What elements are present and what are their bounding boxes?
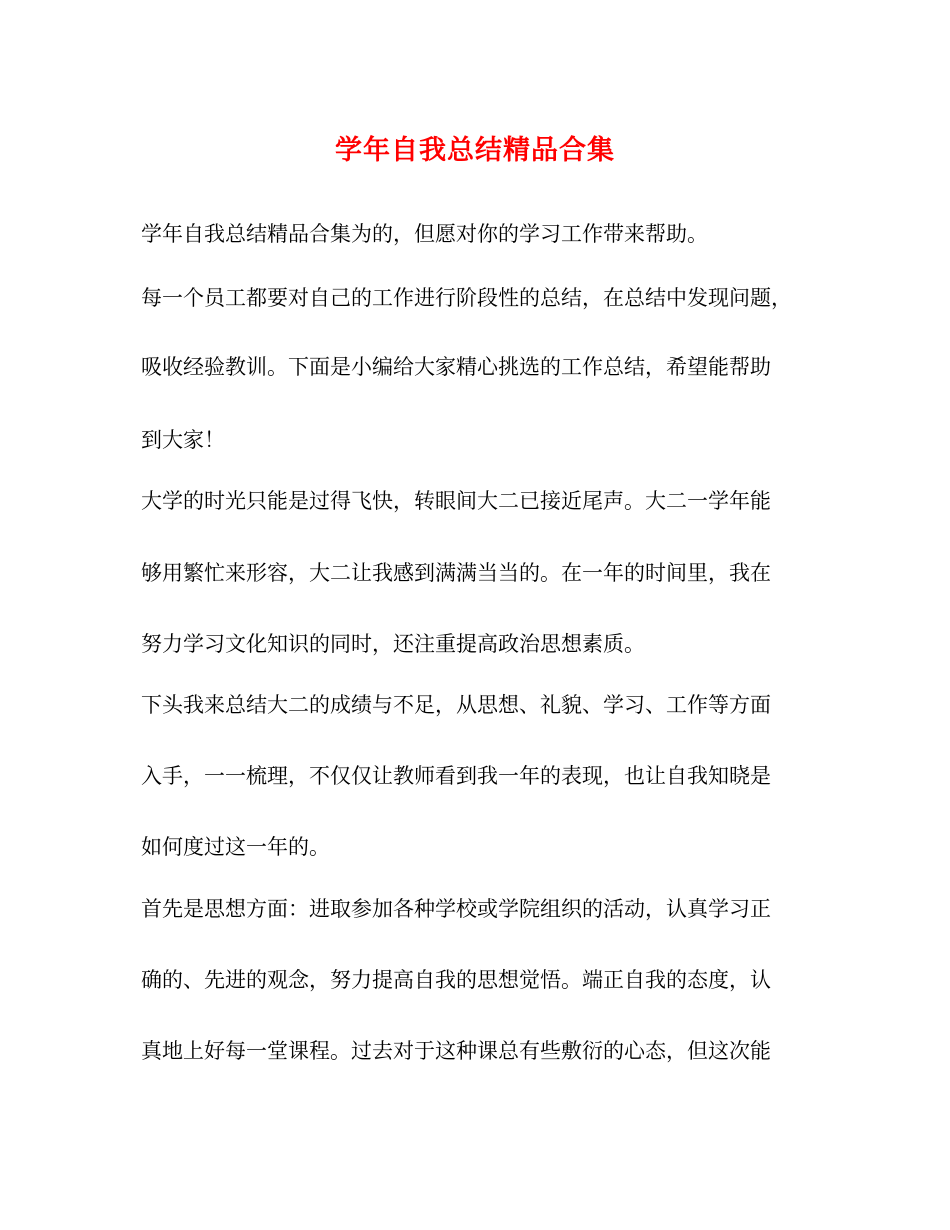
paragraph-line: 下头我来总结大二的成绩与不足，从思想、礼貌、学习、工作等方面 bbox=[141, 693, 771, 717]
paragraph-line: 努力学习文化知识的同时，还注重提高政治思想素质。 bbox=[141, 632, 645, 656]
paragraph-line: 到大家！ bbox=[141, 428, 225, 452]
paragraph-line: 首先是思想方面：进取参加各种学校或学院组织的活动，认真学习正 bbox=[141, 897, 771, 921]
paragraph-line: 真地上好每一堂课程。过去对于这种课总有些敷衍的心态，但这次能 bbox=[141, 1039, 771, 1063]
paragraph-line: 每一个员工都要对自己的工作进行阶段性的总结，在总结中发现问题， bbox=[141, 286, 792, 310]
paragraph-line: 吸收经验教训。下面是小编给大家精心挑选的工作总结，希望能帮助 bbox=[141, 355, 771, 379]
paragraph-line: 入手，一一梳理，不仅仅让教师看到我一年的表现，也让自我知晓是 bbox=[141, 764, 771, 788]
paragraph-line: 确的、先进的观念，努力提高自我的思想觉悟。端正自我的态度，认 bbox=[141, 968, 771, 992]
paragraph-line: 大学的时光只能是过得飞快，转眼间大二已接近尾声。大二一学年能 bbox=[141, 489, 771, 513]
paragraph-line: 学年自我总结精品合集为的，但愿对你的学习工作带来帮助。 bbox=[141, 222, 708, 246]
document-title: 学年自我总结精品合集 bbox=[335, 135, 615, 166]
paragraph-line: 如何度过这一年的。 bbox=[141, 835, 330, 859]
paragraph-line: 够用繁忙来形容，大二让我感到满满当当的。在一年的时间里，我在 bbox=[141, 561, 771, 585]
